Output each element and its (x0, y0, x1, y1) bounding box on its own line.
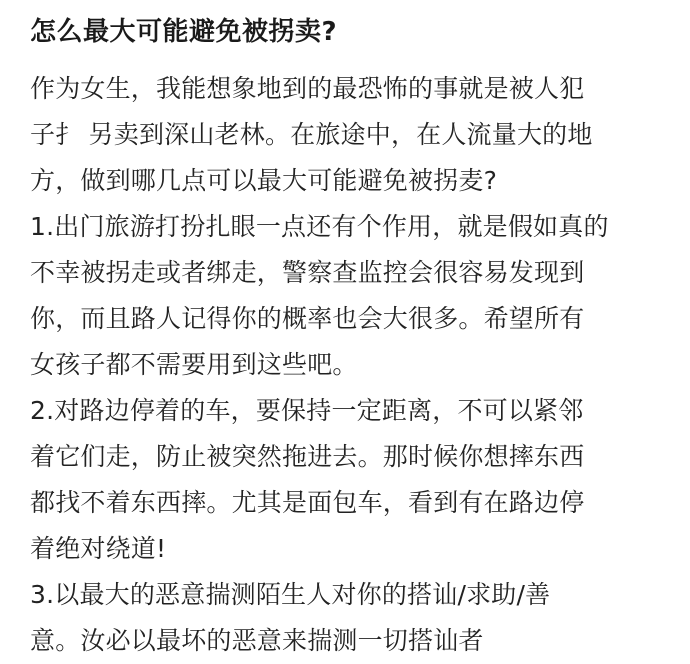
body-line: 你，而且路人记得你的概率也会大很多。希望所有 (30, 304, 585, 333)
body-line: 方，做到哪几点可以最大可能避免被拐麦? (30, 166, 498, 195)
body-line: 1.出门旅游打扮扎眼一点还有个作用，就是假如真的 (30, 212, 609, 241)
body-line: 着它们走，防止被突然拖进去。那时候你想摔东西 (30, 442, 585, 471)
body-line: 不幸被拐走或者绑走，警察查监控会很容易发现到 (30, 258, 585, 287)
body-line: 意。汝必以最坏的恶意来揣测一切搭讪者 (30, 626, 484, 655)
body-line: 着绝对绕道! (30, 534, 167, 563)
post-body (30, 66, 666, 664)
body-line: 3.以最大的恶意揣测陌生人对你的搭讪/求助/善 (30, 580, 551, 609)
post (30, 12, 666, 664)
body-line: 作为女生，我能想象地到的最恐怖的事就是被人犯 (30, 74, 585, 103)
post-title: 怎么最大可能避免被拐卖? (30, 17, 338, 47)
body-line: 子扌 另卖到深山老林。在旅途中，在人流量大的地 (30, 120, 593, 149)
body-line: 2.对路边停着的车，要保持一定距离，不可以紧邻 (30, 396, 584, 425)
body-line: 都找不着东西摔。尤其是面包车，看到有在路边停 (30, 488, 585, 517)
body-line: 女孩子都不需要用到这些吧。 (30, 350, 358, 379)
